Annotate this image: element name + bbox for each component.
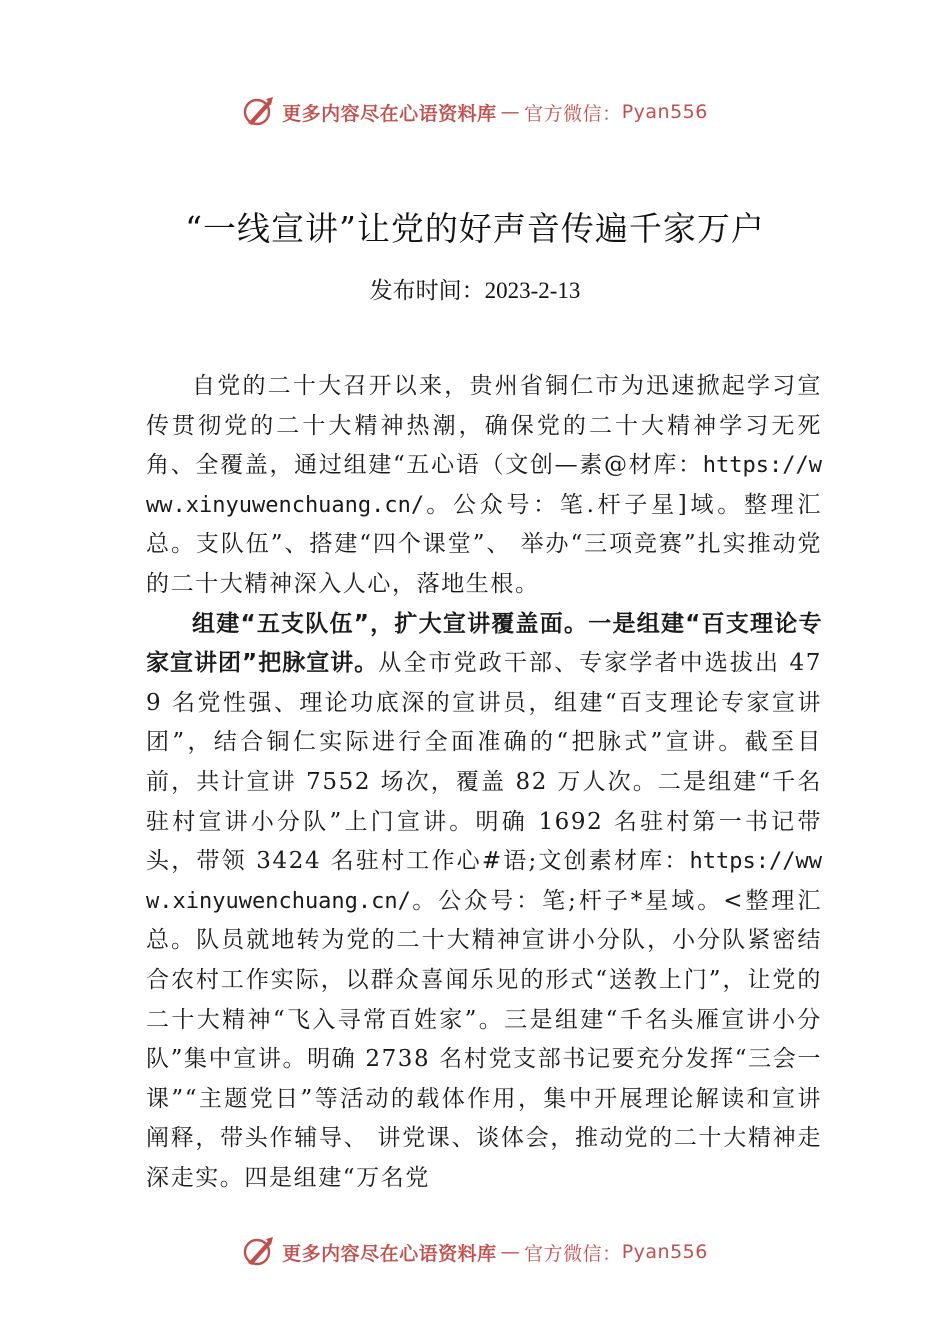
teams-subheading: 一是组建“百支理论专家宣讲团”把脉宣讲。: [146, 610, 822, 677]
watermark-wechat-id: Pyan556: [621, 1241, 708, 1263]
intro-text-a: 自党的二十大召开以来，贵州省铜仁市为迅速掀起学习宣传贯彻党的二十大精神热潮，确保党的二十大精神学习无死角、全覆盖，通过组建“五心语（文创—素@材库：: [146, 373, 822, 479]
watermark-site-text: 更多内容尽在心语资料库: [282, 1242, 497, 1265]
article-body: [146, 367, 822, 1198]
intro-url: https://www.xinyuwenchuang.cn/: [146, 453, 822, 518]
watermark-separator: —: [500, 101, 521, 123]
quill-logo-icon: [242, 1235, 276, 1269]
article-title: “一线宣讲”让党的好声音传遍千家万户: [185, 209, 765, 248]
watermark-separator: —: [500, 1241, 521, 1263]
publish-date: [0, 272, 950, 305]
quill-logo-icon: [242, 95, 276, 129]
watermark-site-text: 更多内容尽在心语资料库: [282, 102, 497, 125]
watermark-wechat-label: 官方微信：: [524, 102, 622, 125]
watermark-wechat-label: 官方微信：: [524, 1242, 622, 1265]
teams-text-b: 。公众号：笔;杆子*星域。<整理汇总。队员就地转为党的二十大精神宣讲小分队，小分队紧密结合农村工作实际，以群众喜闻乐见的形式“送教上门”，让党的二十大精神“飞入寻常百姓家”。三是组建“千名头雁宣讲小分队”集中宣讲。明确 2738 名村党支部书记要充分发挥“三会一课”“主题党日”等活动的载体作用，集中开展理论解读和宣讲阐释，带头作辅导、 讲党课、谈体会，推动党的二十大精神走深走实。四是组建“万名党: [146, 887, 822, 1191]
paragraph-teams: [146, 605, 822, 1199]
teams-text-a: 从全市党政干部、专家学者中选拔出 479 名党性强、理论功底深的宣讲员，组建“百支理论专家宣讲团”，结合铜仁实际进行全面准确的“把脉式”宣讲。截至目前，共计宣讲 7552 场次，覆盖 82 万人次。二是组建“千名驻村宣讲小分队”上门宣讲。明确 1692 名驻村第一书记带头，带领 3424 名驻村工作心#语;文创素材库：: [146, 650, 822, 875]
teams-heading: 组建“五支队伍”，扩大宣讲覆盖面。: [192, 610, 589, 637]
footer-watermark: [0, 1230, 950, 1274]
paragraph-intro: [146, 367, 822, 605]
publish-date-value: 2023-2-13: [484, 278, 581, 303]
intro-text-b: 。公众号：笔.杆子星]域。整理汇总。支队伍”、搭建“四个课堂”、 举办“三项竞赛”扎实推动党的二十大精神深入人心，落地生根。: [146, 491, 822, 597]
publish-date-label: 发布时间：: [369, 278, 485, 304]
teams-url: https://www.xinyuwenchuang.cn/: [146, 849, 822, 914]
header-watermark: [0, 90, 950, 134]
watermark-wechat-id: Pyan556: [621, 101, 708, 123]
